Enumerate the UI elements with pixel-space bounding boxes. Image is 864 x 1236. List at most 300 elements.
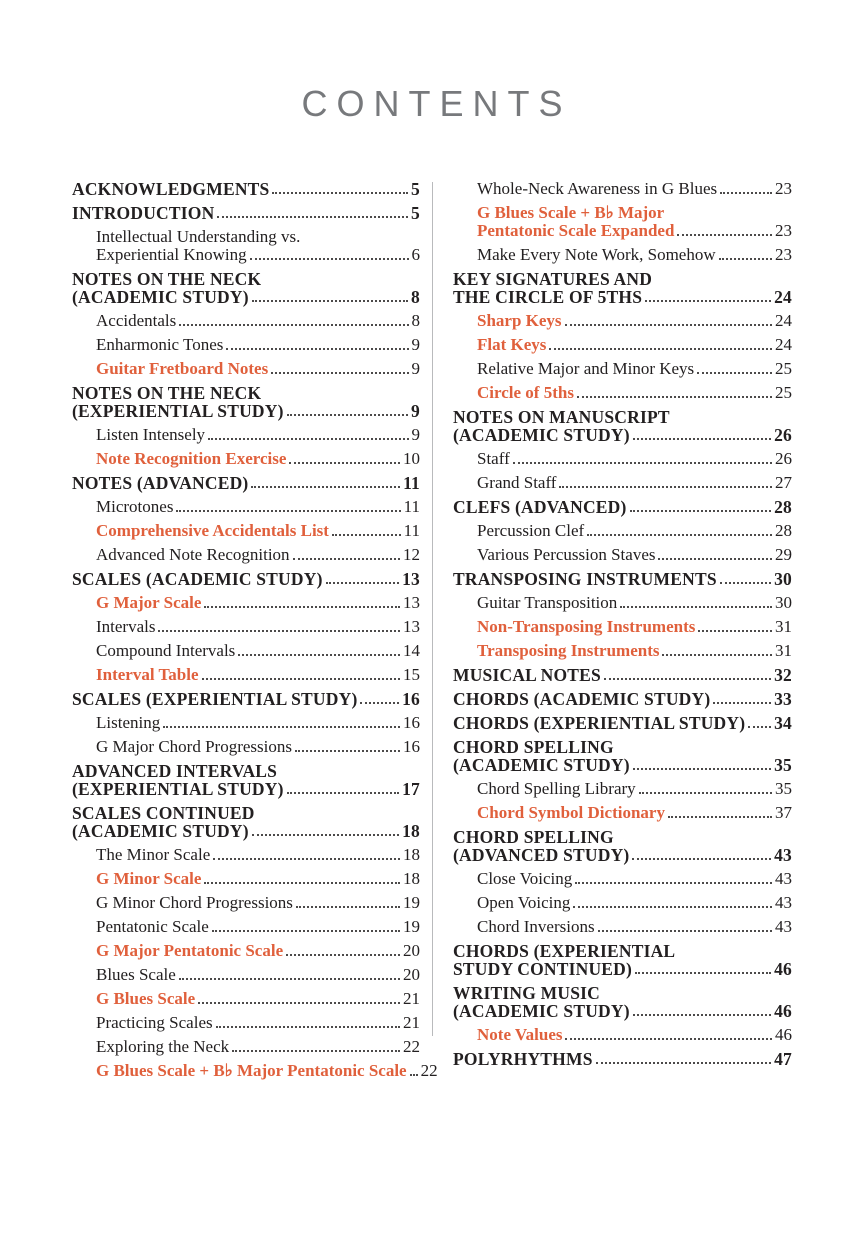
dotted-leader [176, 510, 400, 512]
toc-entry-row [453, 570, 792, 588]
toc-entry-row [72, 312, 420, 330]
toc-entry-page-number: 23 [775, 244, 792, 264]
toc-entry-row [72, 1060, 438, 1080]
toc-entry-label: G Blues Scale + B♭ Major Pentatonic Scale [96, 1060, 407, 1080]
toc-entry-label-line1: ADVANCED INTERVALS [72, 760, 278, 781]
toc-section-heading [72, 270, 420, 306]
toc-entry-label: Close Voicing [477, 868, 573, 888]
toc-entry-label-line1: NOTES ON MANUSCRIPT [453, 406, 670, 427]
table-of-contents [0, 180, 864, 1086]
toc-entry-row [72, 738, 420, 756]
toc-entry-page-number: 15 [403, 664, 420, 684]
dotted-leader [252, 834, 399, 836]
toc-entry-page-number: 5 [411, 178, 420, 199]
toc-entry-label: Grand Staff [477, 472, 557, 492]
toc-entry-label-line1: CHORD SPELLING [453, 736, 614, 757]
toc-entry-label: G Blues Scale [96, 988, 196, 1008]
toc-entry-row [453, 1026, 792, 1044]
toc-subentry [453, 1026, 792, 1044]
toc-entry-row [72, 642, 420, 660]
toc-entry-row [72, 336, 420, 354]
toc-entry-row [453, 870, 792, 888]
dotted-leader [677, 234, 772, 236]
dotted-leader [295, 750, 400, 752]
toc-entry-row [453, 180, 792, 198]
toc-entry-label: SCALES (ACADEMIC STUDY) [72, 568, 323, 589]
toc-entry-row [453, 288, 792, 306]
toc-entry-page-number: 13 [403, 616, 420, 636]
toc-entry-row [72, 666, 420, 684]
toc-column-left [72, 178, 438, 1086]
toc-entry-row [453, 780, 792, 798]
toc-section-heading [453, 738, 792, 774]
page-title: CONTENTS [301, 83, 572, 124]
dotted-leader [513, 462, 772, 464]
toc-entry-page-number: 12 [403, 544, 420, 564]
toc-subentry [72, 1060, 438, 1080]
dotted-leader [198, 1002, 400, 1004]
toc-subentry [453, 450, 792, 468]
toc-entry-row [453, 714, 792, 732]
toc-entry-label: SCALES (EXPERIENTIAL STUDY) [72, 688, 358, 709]
toc-section-heading [72, 474, 420, 492]
toc-entry-label: CLEFS (ADVANCED) [453, 496, 627, 517]
toc-entry-label: G Minor Chord Progressions [96, 892, 293, 912]
toc-entry-page-number: 26 [774, 424, 792, 445]
toc-section-heading [72, 804, 420, 840]
toc-entry-label: Open Voicing [477, 892, 571, 912]
dotted-leader [217, 216, 408, 218]
toc-entry-page-number: 16 [402, 688, 420, 709]
toc-entry-label: Relative Major and Minor Keys [477, 358, 695, 378]
dotted-leader [697, 372, 772, 374]
toc-subentry [72, 966, 420, 984]
dotted-leader [251, 486, 400, 488]
dotted-leader [633, 768, 771, 770]
toc-entry-page-number: 11 [403, 472, 420, 493]
toc-entry-page-number: 18 [403, 868, 420, 888]
dotted-leader [639, 792, 772, 794]
dotted-leader [296, 906, 400, 908]
dotted-leader [204, 606, 400, 608]
toc-entry-row [453, 1050, 792, 1068]
toc-entry-label: Pentatonic Scale [96, 916, 209, 936]
toc-entry-label: CHORDS (ACADEMIC STUDY) [453, 688, 711, 709]
toc-entry-page-number: 17 [402, 778, 420, 799]
toc-entry-row [72, 204, 420, 222]
toc-entry-row [453, 336, 792, 354]
toc-entry-label: (ACADEMIC STUDY) [453, 1000, 630, 1021]
toc-entry-page-number: 43 [775, 916, 792, 936]
toc-entry-page-number: 9 [411, 334, 420, 354]
dotted-leader [208, 438, 408, 440]
toc-section-heading [72, 204, 420, 222]
toc-entry-label-line1: KEY SIGNATURES AND [453, 268, 653, 289]
toc-entry-row [453, 474, 792, 492]
dotted-leader [633, 1014, 771, 1016]
dotted-leader [250, 258, 409, 260]
toc-section-heading [453, 1050, 792, 1068]
toc-entry-row [72, 288, 420, 306]
toc-entry-page-number: 24 [775, 334, 792, 354]
toc-entry-label: Whole-Neck Awareness in G Blues [477, 178, 718, 198]
toc-entry-label-line1: WRITING MUSIC [453, 982, 600, 1003]
dotted-leader [565, 324, 772, 326]
toc-subentry [72, 426, 420, 444]
toc-subentry [453, 336, 792, 354]
toc-subentry [72, 942, 420, 960]
toc-entry-page-number: 47 [774, 1048, 792, 1069]
toc-entry-page-number: 23 [775, 220, 792, 240]
toc-subentry [453, 546, 792, 564]
toc-section-heading [453, 570, 792, 588]
toc-entry-row [72, 618, 420, 636]
toc-entry-row [72, 546, 420, 564]
toc-section-heading [453, 828, 792, 864]
dotted-leader [698, 630, 772, 632]
toc-entry-label: Exploring the Neck [96, 1036, 230, 1056]
toc-entry-page-number: 18 [402, 820, 420, 841]
dotted-leader [748, 726, 771, 728]
toc-entry-label: Circle of 5ths [477, 382, 574, 402]
dotted-leader [713, 702, 771, 704]
toc-subentry [72, 618, 420, 636]
toc-entry-label: G Major Chord Progressions [96, 736, 292, 756]
toc-section-heading [453, 498, 792, 516]
toc-entry-page-number: 21 [403, 988, 420, 1008]
toc-subentry [453, 312, 792, 330]
toc-entry-page-number: 6 [411, 244, 420, 264]
toc-entry-page-number: 31 [775, 640, 792, 660]
toc-entry-page-number: 46 [775, 1024, 792, 1044]
dotted-leader [216, 1026, 400, 1028]
dotted-leader [573, 906, 772, 908]
dotted-leader [630, 510, 772, 512]
toc-entry-label: Advanced Note Recognition [96, 544, 290, 564]
toc-entry-row [72, 990, 420, 1008]
dotted-leader [272, 192, 408, 194]
toc-subentry [72, 642, 420, 660]
toc-entry-page-number: 9 [411, 424, 420, 444]
toc-entry-row [453, 894, 792, 912]
toc-entry-page-number: 19 [403, 892, 420, 912]
toc-subentry [453, 594, 792, 612]
toc-subentry [72, 870, 420, 888]
toc-entry-page-number: 32 [774, 664, 792, 685]
toc-subentry [72, 1014, 420, 1032]
dotted-leader [232, 1050, 400, 1052]
toc-subentry [453, 204, 792, 240]
toc-entry-label: Guitar Fretboard Notes [96, 358, 269, 378]
toc-entry-page-number: 13 [402, 568, 420, 589]
toc-entry-page-number: 26 [775, 448, 792, 468]
toc-entry-label-line1: Intellectual Understanding vs. [96, 226, 301, 246]
toc-section-heading [72, 570, 420, 588]
toc-entry-page-number: 19 [403, 916, 420, 936]
toc-entry-row [453, 246, 792, 264]
dotted-leader [238, 654, 400, 656]
toc-entry-row [72, 246, 420, 264]
dotted-leader [289, 462, 400, 464]
toc-subentry [453, 870, 792, 888]
toc-entry-label: NOTES (ADVANCED) [72, 472, 249, 493]
toc-entry-label: MUSICAL NOTES [453, 664, 601, 685]
toc-entry-label: Enharmonic Tones [96, 334, 224, 354]
toc-entry-page-number: 22 [420, 1060, 438, 1080]
toc-subentry [453, 894, 792, 912]
toc-section-heading [453, 942, 792, 978]
toc-entry-row [72, 942, 420, 960]
toc-entry-label: Listening [96, 712, 161, 732]
toc-subentry [72, 498, 420, 516]
toc-subentry [72, 1038, 420, 1056]
toc-entry-label: ACKNOWLEDGMENTS [72, 178, 270, 199]
toc-entry-row [72, 846, 420, 864]
toc-entry-label: Intervals [96, 616, 156, 636]
toc-entry-row [72, 894, 420, 912]
toc-subentry [453, 360, 792, 378]
dotted-leader [213, 858, 400, 860]
toc-entry-label: Accidentals [96, 310, 177, 330]
toc-entry-row [453, 498, 792, 516]
toc-subentry [453, 180, 792, 198]
toc-section-heading [72, 690, 420, 708]
toc-subentry [72, 228, 420, 264]
toc-entry-row [72, 780, 420, 798]
toc-section-heading [72, 180, 420, 198]
toc-entry-label: Listen Intensely [96, 424, 206, 444]
toc-entry-page-number: 8 [411, 310, 420, 330]
toc-entry-label: Pentatonic Scale Expanded [477, 220, 675, 240]
toc-subentry [453, 618, 792, 636]
dotted-leader [204, 882, 400, 884]
toc-entry-page-number: 34 [774, 712, 792, 733]
toc-subentry [453, 246, 792, 264]
toc-entry-row [72, 450, 420, 468]
toc-entry-row [453, 1002, 792, 1020]
toc-section-heading [453, 408, 792, 444]
toc-entry-row [72, 360, 420, 378]
dotted-leader [587, 534, 772, 536]
toc-entry-page-number: 30 [775, 592, 792, 612]
toc-entry-row [72, 966, 420, 984]
toc-entry-label: Chord Spelling Library [477, 778, 636, 798]
toc-entry-page-number: 11 [403, 520, 420, 540]
toc-entry-row [453, 666, 792, 684]
toc-entry-page-number: 25 [775, 358, 792, 378]
toc-entry-label: (EXPERIENTIAL STUDY) [72, 778, 284, 799]
toc-entry-label: INTRODUCTION [72, 202, 215, 223]
toc-entry-label: (EXPERIENTIAL STUDY) [72, 400, 284, 421]
toc-section-heading [453, 666, 792, 684]
toc-entry-page-number: 43 [774, 844, 792, 865]
toc-subentry [72, 546, 420, 564]
toc-entry-page-number: 22 [403, 1036, 420, 1056]
toc-section-heading [453, 690, 792, 708]
toc-entry-page-number: 10 [403, 448, 420, 468]
dotted-leader [287, 414, 408, 416]
toc-entry-row [72, 870, 420, 888]
toc-entry-label: Note Recognition Exercise [96, 448, 287, 468]
dotted-leader [632, 858, 771, 860]
toc-entry-page-number: 11 [403, 496, 420, 516]
dotted-leader [252, 300, 408, 302]
toc-entry-row [72, 570, 420, 588]
toc-entry-row [72, 498, 420, 516]
toc-subentry [72, 918, 420, 936]
toc-entry-label: Flat Keys [477, 334, 547, 354]
toc-entry-label: CHORDS (EXPERIENTIAL STUDY) [453, 712, 746, 733]
toc-section-heading [72, 762, 420, 798]
toc-subentry [453, 474, 792, 492]
dotted-leader [286, 954, 400, 956]
toc-entry-page-number: 24 [775, 310, 792, 330]
dotted-leader [287, 792, 399, 794]
toc-entry-page-number: 28 [774, 496, 792, 517]
toc-entry-label: (ACADEMIC STUDY) [453, 424, 630, 445]
toc-entry-label: (ACADEMIC STUDY) [72, 820, 249, 841]
toc-subentry [453, 804, 792, 822]
toc-entry-label: Guitar Transposition [477, 592, 618, 612]
toc-entry-label: Interval Table [96, 664, 199, 684]
toc-entry-page-number: 46 [774, 958, 792, 979]
toc-entry-row [453, 360, 792, 378]
toc-entry-row [453, 756, 792, 774]
toc-subentry [453, 918, 792, 936]
toc-entry-label: POLYRHYTHMS [453, 1048, 593, 1069]
toc-entry-label: (ACADEMIC STUDY) [453, 754, 630, 775]
toc-subentry [453, 642, 792, 660]
toc-entry-label-line1: NOTES ON THE NECK [72, 268, 262, 289]
toc-entry-page-number: 35 [775, 778, 792, 798]
toc-entry-row [453, 522, 792, 540]
toc-subentry [72, 312, 420, 330]
toc-entry-row [72, 1038, 420, 1056]
toc-entry-row [453, 312, 792, 330]
dotted-leader [645, 300, 771, 302]
toc-entry-label: G Minor Scale [96, 868, 202, 888]
dotted-leader [598, 930, 772, 932]
toc-section-heading [453, 270, 792, 306]
toc-entry-row [72, 822, 420, 840]
toc-entry-label: Comprehensive Accidentals List [96, 520, 329, 540]
toc-entry-row [453, 804, 792, 822]
toc-entry-page-number: 16 [403, 736, 420, 756]
dotted-leader [293, 558, 400, 560]
toc-entry-label: The Minor Scale [96, 844, 211, 864]
toc-entry-page-number: 20 [403, 964, 420, 984]
dotted-leader [662, 654, 772, 656]
dotted-leader [179, 324, 408, 326]
toc-subentry [453, 384, 792, 402]
dotted-leader [719, 258, 772, 260]
dotted-leader [720, 192, 772, 194]
toc-entry-row [72, 1014, 420, 1032]
dotted-leader [332, 534, 401, 536]
toc-subentry [72, 522, 420, 540]
toc-entry-page-number: 33 [774, 688, 792, 709]
toc-entry-row [453, 642, 792, 660]
toc-entry-label: Percussion Clef [477, 520, 585, 540]
toc-entry-label: Note Values [477, 1024, 563, 1044]
dotted-leader [226, 348, 408, 350]
toc-entry-page-number: 35 [774, 754, 792, 775]
dotted-leader [620, 606, 772, 608]
toc-entry-page-number: 14 [403, 640, 420, 660]
toc-entry-page-number: 9 [411, 358, 420, 378]
toc-entry-label: Non-Transposing Instruments [477, 616, 696, 636]
toc-entry-label: (ADVANCED STUDY) [453, 844, 630, 865]
toc-subentry [72, 990, 420, 1008]
toc-entry-row [453, 690, 792, 708]
toc-subentry [72, 336, 420, 354]
toc-entry-row [453, 546, 792, 564]
toc-entry-page-number: 13 [403, 592, 420, 612]
toc-subentry [453, 780, 792, 798]
toc-entry-page-number: 21 [403, 1012, 420, 1032]
toc-subentry [72, 666, 420, 684]
toc-entry-row [72, 426, 420, 444]
toc-entry-row [453, 450, 792, 468]
toc-entry-label: Staff [477, 448, 510, 468]
toc-entry-row [72, 714, 420, 732]
toc-entry-row [72, 402, 420, 420]
toc-subentry [72, 360, 420, 378]
dotted-leader [410, 1074, 418, 1076]
dotted-leader [202, 678, 401, 680]
toc-entry-page-number: 28 [775, 520, 792, 540]
dotted-leader [360, 702, 399, 704]
toc-entry-label: Sharp Keys [477, 310, 562, 330]
toc-column-right [453, 180, 792, 1086]
toc-subentry [72, 738, 420, 756]
toc-entry-label-line1: CHORDS (EXPERIENTIAL [453, 940, 676, 961]
toc-entry-row [72, 690, 420, 708]
toc-entry-row [453, 594, 792, 612]
toc-subentry [72, 594, 420, 612]
toc-entry-page-number: 31 [775, 616, 792, 636]
toc-entry-row [453, 384, 792, 402]
toc-entry-label: Blues Scale [96, 964, 176, 984]
toc-entry-page-number: 27 [775, 472, 792, 492]
toc-entry-page-number: 43 [775, 868, 792, 888]
toc-entry-page-number: 24 [774, 286, 792, 307]
toc-subentry [72, 450, 420, 468]
toc-entry-row [453, 618, 792, 636]
toc-section-heading [72, 384, 420, 420]
dotted-leader [271, 372, 408, 374]
toc-entry-label-line1: CHORD SPELLING [453, 826, 614, 847]
toc-entry-label-line1: NOTES ON THE NECK [72, 382, 262, 403]
toc-entry-row [72, 594, 420, 612]
dotted-leader [604, 678, 771, 680]
toc-subentry [72, 846, 420, 864]
dotted-leader [577, 396, 772, 398]
toc-entry-page-number: 16 [403, 712, 420, 732]
toc-entry-page-number: 18 [403, 844, 420, 864]
toc-entry-label: Microtones [96, 496, 174, 516]
toc-entry-label: (ACADEMIC STUDY) [72, 286, 249, 307]
toc-entry-page-number: 37 [775, 802, 792, 822]
toc-entry-row [453, 918, 792, 936]
toc-entry-row [453, 222, 792, 240]
toc-subentry [72, 894, 420, 912]
dotted-leader [559, 486, 772, 488]
dotted-leader [212, 930, 400, 932]
toc-entry-page-number: 8 [411, 286, 420, 307]
toc-entry-label: G Major Scale [96, 592, 202, 612]
dotted-leader [326, 582, 399, 584]
